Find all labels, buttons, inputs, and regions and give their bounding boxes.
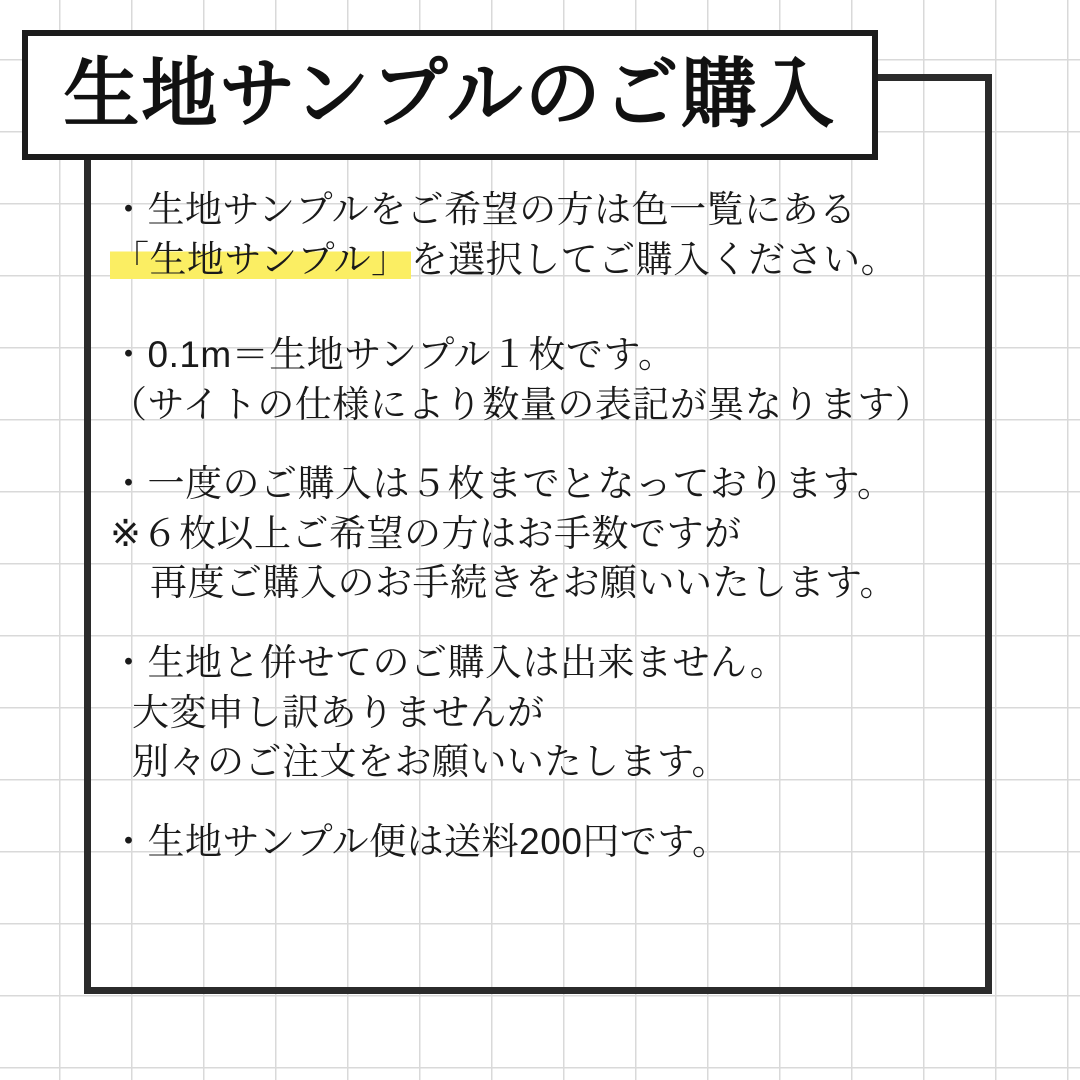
notice-line: ・0.1m＝生地サンプル１枚です。 [110, 334, 676, 376]
spacer [110, 314, 1010, 330]
paragraph-quantity-unit [110, 330, 1010, 429]
notice-line: ・生地サンプルをご希望の方は色一覧にある [110, 189, 857, 230]
paragraph-sample-selection [110, 185, 1010, 284]
notice-line: 再度ご購入のお手続きをお願いいたします。 [150, 562, 898, 604]
notice-line: ・生地サンプル便は送料200円です。 [110, 820, 730, 862]
notice-line-highlighted [110, 235, 1010, 285]
notice-line: ・生地と併せてのご購入は出来ません。 [110, 642, 788, 684]
notice-line: ・一度のご購入は５枚までとなっております。 [110, 463, 895, 505]
paragraph-shipping-fee [110, 817, 1010, 867]
notice-line-rest: を選択してご購入ください。 [410, 238, 899, 280]
page-title: 生地サンプルのご購入 [63, 52, 837, 137]
paragraph-purchase-limit [110, 459, 1010, 608]
notice-line: （サイトの仕様により数量の表記が異なります） [110, 383, 933, 425]
highlighted-term: 「生地サンプル」 [112, 238, 409, 280]
title-box [22, 30, 878, 160]
notice-line: 別々のご注文をお願いいたします。 [132, 741, 730, 783]
notice-body [110, 185, 1010, 896]
notice-line: 大変申し訳ありませんが [132, 691, 545, 733]
notice-line: ※６枚以上ご希望の方はお手数ですが [110, 512, 742, 554]
paragraph-separate-order [110, 638, 1010, 787]
